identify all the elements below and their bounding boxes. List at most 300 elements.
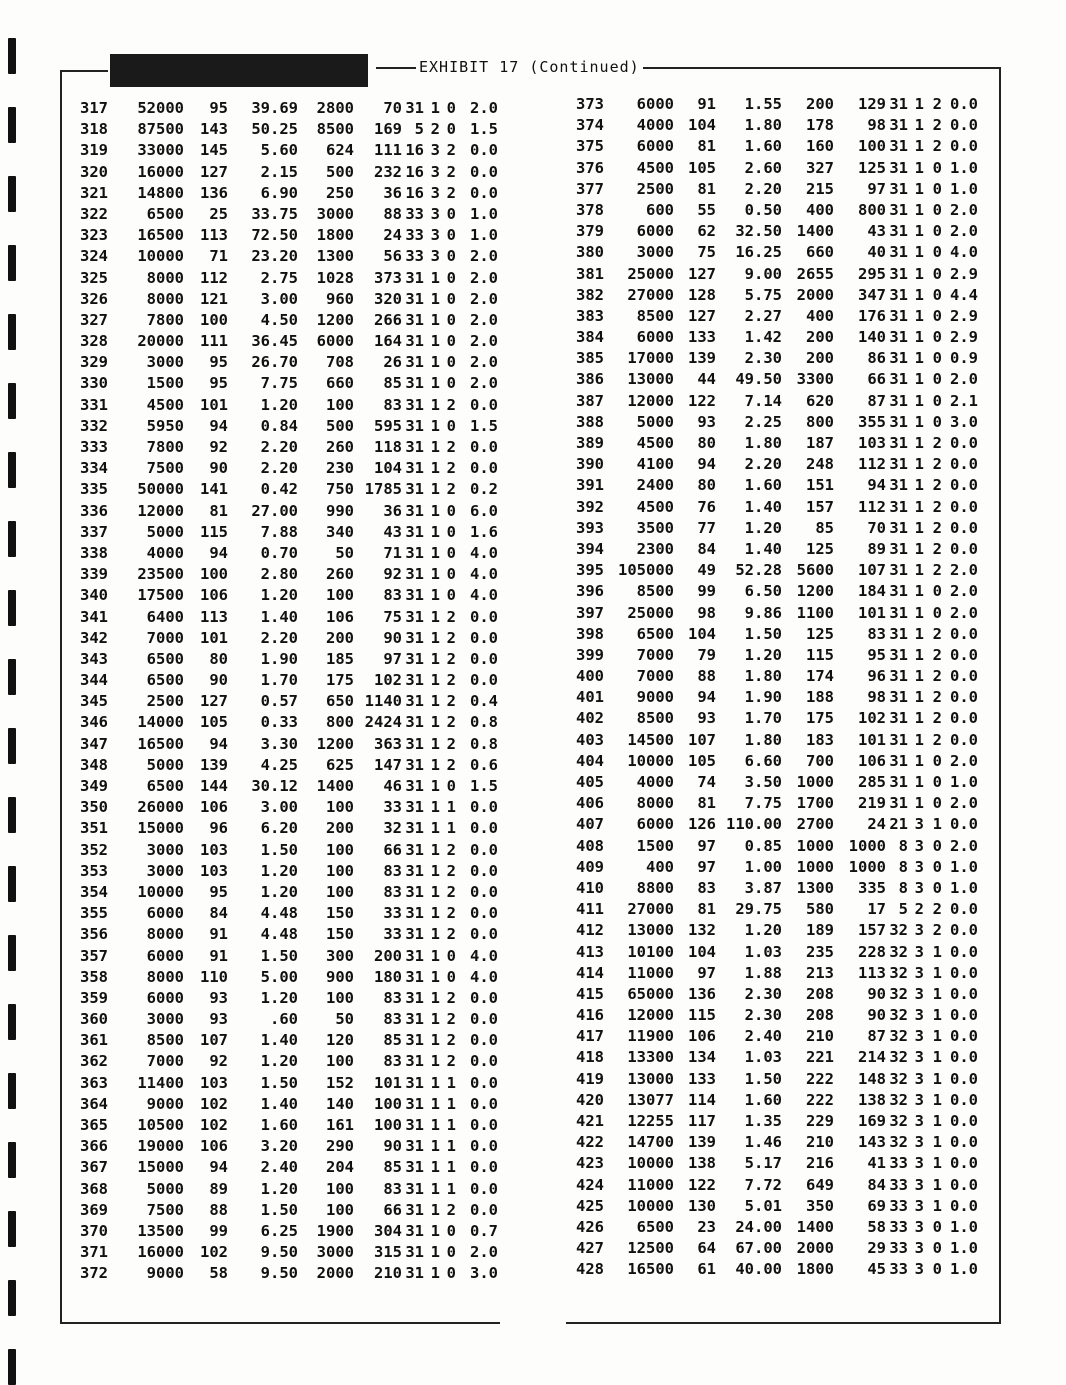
table-cell: 0.0 xyxy=(950,1069,978,1088)
table-cell: 649 xyxy=(806,1175,834,1194)
table-cell: 1.50 xyxy=(744,1069,782,1088)
table-cell: 117 xyxy=(688,1112,716,1130)
table-cell: 2 xyxy=(446,840,456,859)
table-cell: 31 xyxy=(405,1243,424,1262)
table-cell: 327 xyxy=(80,310,108,329)
table-cell: 0.0 xyxy=(470,1094,498,1113)
table-cell: 229 xyxy=(806,1112,834,1130)
table-cell: 105 xyxy=(200,713,228,732)
table-cell: 2 xyxy=(446,480,456,499)
table-cell: 24 xyxy=(867,815,886,834)
table-cell: 6000 xyxy=(636,137,674,156)
table-cell: 31 xyxy=(405,332,424,351)
table-cell: 0 xyxy=(446,1264,456,1283)
table-cell: 0.8 xyxy=(470,713,498,732)
table-cell: 31 xyxy=(405,1116,424,1134)
table-cell: 24 xyxy=(383,226,402,245)
table-cell: 348 xyxy=(80,755,108,774)
table-cell: 2 xyxy=(932,95,942,113)
table-cell: 1 xyxy=(430,713,440,732)
table-cell: 1 xyxy=(914,603,924,622)
table-cell: 95 xyxy=(209,882,228,901)
table-cell: 7.75 xyxy=(260,374,298,393)
table-cell: 81 xyxy=(209,501,228,520)
table-cell: 1 xyxy=(430,99,440,117)
table-cell: 0 xyxy=(446,1221,456,1240)
table-row xyxy=(66,310,498,331)
table-cell: 61 xyxy=(697,1260,716,1279)
table-cell: 8500 xyxy=(316,120,354,139)
table-cell: 66 xyxy=(383,840,402,859)
table-cell: 9000 xyxy=(636,688,674,707)
table-cell: 6000 xyxy=(636,328,674,347)
table-row xyxy=(66,861,498,882)
table-cell: 31 xyxy=(405,501,424,520)
table-cell: 0.0 xyxy=(950,1154,978,1173)
table-cell: 100 xyxy=(200,565,228,584)
table-cell: 6000 xyxy=(146,904,184,923)
table-cell: 8000 xyxy=(146,268,184,287)
table-cell: 1 xyxy=(446,1137,456,1156)
table-cell: 414 xyxy=(576,963,604,982)
table-cell: .60 xyxy=(270,1010,298,1029)
table-cell: 2 xyxy=(446,734,456,753)
table-cell: 210 xyxy=(806,1133,834,1152)
table-cell: 12500 xyxy=(627,1239,674,1258)
table-cell: 7800 xyxy=(146,438,184,456)
table-cell: 1.20 xyxy=(260,1052,298,1071)
table-row xyxy=(556,1047,1000,1068)
table-cell: 373 xyxy=(374,268,402,287)
table-cell: 7.14 xyxy=(744,391,782,410)
table-cell: 2 xyxy=(932,137,942,156)
table-row xyxy=(66,352,498,373)
table-cell: 660 xyxy=(806,243,834,262)
table-cell: 94 xyxy=(209,543,228,562)
table-cell: 2.20 xyxy=(260,459,298,478)
table-cell: 140 xyxy=(326,1094,354,1113)
table-cell: 32 xyxy=(889,1006,908,1025)
table-cell: 0 xyxy=(932,200,942,219)
table-cell: 0 xyxy=(932,349,942,368)
table-cell: 0 xyxy=(446,289,456,308)
table-cell: 360 xyxy=(80,1010,108,1029)
table-cell: 2.0 xyxy=(470,1243,498,1262)
table-cell: 1.0 xyxy=(950,179,978,198)
table-row xyxy=(66,691,498,712)
table-cell: 25000 xyxy=(627,603,674,622)
frame-bottom-right-rule xyxy=(566,1322,1001,1324)
table-cell: 4.48 xyxy=(260,904,298,923)
table-cell: 4500 xyxy=(636,434,674,452)
table-cell: 3.87 xyxy=(744,878,782,897)
table-cell: 100 xyxy=(326,395,354,414)
table-cell: 2.20 xyxy=(260,628,298,647)
table-cell: 361 xyxy=(80,1031,108,1050)
table-cell: 2 xyxy=(446,988,456,1007)
table-cell: 174 xyxy=(806,667,834,686)
table-cell: 580 xyxy=(806,900,834,919)
table-cell: 86 xyxy=(867,349,886,368)
table-row xyxy=(556,624,1000,645)
table-cell: 31 xyxy=(405,713,424,732)
table-cell: 4.50 xyxy=(260,310,298,329)
table-row xyxy=(66,1157,498,1178)
table-cell: 44 xyxy=(697,370,716,389)
table-cell: 347 xyxy=(80,734,108,753)
table-cell: 1000 xyxy=(796,857,834,876)
table-row xyxy=(556,920,1000,941)
table-cell: 31 xyxy=(405,777,424,795)
table-cell: 33 xyxy=(405,247,424,266)
table-cell: 16000 xyxy=(137,162,184,181)
table-cell: 96 xyxy=(209,819,228,838)
table-cell: 1 xyxy=(914,137,924,156)
table-cell: 1.20 xyxy=(260,882,298,901)
table-cell: 0.0 xyxy=(470,1158,498,1177)
table-cell: 4.48 xyxy=(260,925,298,944)
table-cell: 150 xyxy=(326,904,354,923)
table-row xyxy=(556,1259,1000,1280)
table-cell: 0.0 xyxy=(950,688,978,707)
table-row xyxy=(66,903,498,924)
table-cell: 0.0 xyxy=(470,671,498,690)
table-cell: 1 xyxy=(430,1158,440,1177)
table-cell: 349 xyxy=(80,777,108,795)
table-cell: 0 xyxy=(446,777,456,795)
table-cell: 1200 xyxy=(316,310,354,329)
table-cell: 3300 xyxy=(796,370,834,389)
table-cell: 84 xyxy=(867,1175,886,1194)
table-cell: 1 xyxy=(430,1116,440,1134)
table-cell: 1 xyxy=(430,480,440,499)
table-cell: 1.6 xyxy=(470,522,498,541)
table-cell: 1 xyxy=(932,942,942,961)
table-cell: 67.00 xyxy=(735,1239,782,1258)
table-row xyxy=(556,1132,1000,1153)
table-cell: 36 xyxy=(383,501,402,520)
table-cell: 121 xyxy=(200,289,228,308)
table-cell: 2 xyxy=(932,900,942,919)
table-cell: 88 xyxy=(697,667,716,686)
table-cell: 1 xyxy=(914,370,924,389)
table-cell: 346 xyxy=(80,713,108,732)
table-cell: 3 xyxy=(914,1154,924,1173)
table-cell: 1 xyxy=(430,586,440,605)
table-cell: 200 xyxy=(326,819,354,838)
table-cell: 2.0 xyxy=(950,200,978,219)
table-cell: 31 xyxy=(889,370,908,389)
table-cell: 404 xyxy=(576,751,604,770)
table-cell: 2 xyxy=(446,649,456,668)
table-cell: 1.40 xyxy=(744,497,782,516)
table-cell: 139 xyxy=(688,349,716,368)
table-cell: 115 xyxy=(200,522,228,541)
table-cell: 1 xyxy=(914,116,924,135)
table-cell: 105 xyxy=(688,751,716,770)
table-cell: 2 xyxy=(932,497,942,516)
table-cell: 90 xyxy=(867,984,886,1003)
table-cell: 97 xyxy=(383,649,402,668)
table-cell: 31 xyxy=(405,671,424,690)
table-cell: 0.0 xyxy=(950,116,978,135)
table-cell: 0.0 xyxy=(950,730,978,749)
table-cell: 6400 xyxy=(146,607,184,626)
table-cell: 100 xyxy=(858,137,886,156)
table-cell: 2.0 xyxy=(950,836,978,855)
table-cell: 10000 xyxy=(627,1154,674,1173)
table-cell: 141 xyxy=(200,480,228,499)
table-cell: 3 xyxy=(914,963,924,982)
table-cell: 208 xyxy=(806,984,834,1003)
table-cell: 2.25 xyxy=(744,412,782,431)
table-cell: 27.00 xyxy=(251,501,298,520)
table-cell: 126 xyxy=(688,815,716,834)
table-cell: 232 xyxy=(374,162,402,181)
table-cell: 2000 xyxy=(796,1239,834,1258)
table-cell: 3 xyxy=(430,141,440,160)
table-cell: 3.0 xyxy=(470,1264,498,1283)
table-cell: 2.0 xyxy=(950,582,978,601)
table-cell: 32 xyxy=(383,819,402,838)
table-cell: 1 xyxy=(430,374,440,393)
table-cell: 122 xyxy=(688,1175,716,1194)
table-cell: 138 xyxy=(688,1154,716,1173)
table-cell: 200 xyxy=(806,328,834,347)
table-cell: 12000 xyxy=(627,1006,674,1025)
table-cell: 33000 xyxy=(137,141,184,160)
table-cell: 13000 xyxy=(627,921,674,940)
table-cell: 1.0 xyxy=(950,158,978,177)
table-cell: 92 xyxy=(383,565,402,584)
table-cell: 88 xyxy=(383,204,402,223)
table-cell: 31 xyxy=(889,773,908,791)
table-cell: 391 xyxy=(576,476,604,495)
binder-hole-mark xyxy=(8,314,16,350)
table-cell: 3000 xyxy=(146,840,184,859)
table-cell: 1 xyxy=(914,200,924,219)
table-cell: 0.0 xyxy=(470,988,498,1007)
table-cell: 9.50 xyxy=(260,1243,298,1262)
table-cell: 113 xyxy=(200,607,228,626)
table-cell: 0 xyxy=(446,268,456,287)
table-cell: 1 xyxy=(430,904,440,923)
table-cell: 2500 xyxy=(146,692,184,711)
table-cell: 3 xyxy=(430,162,440,181)
table-cell: 4100 xyxy=(636,455,674,474)
table-cell: 1 xyxy=(430,755,440,774)
table-cell: 0 xyxy=(932,222,942,241)
table-cell: 385 xyxy=(576,349,604,368)
table-cell: 31 xyxy=(889,328,908,347)
table-cell: 9000 xyxy=(146,1264,184,1283)
table-cell: 323 xyxy=(80,226,108,245)
table-cell: 400 xyxy=(646,857,674,876)
table-cell: 0 xyxy=(446,946,456,965)
table-cell: 143 xyxy=(200,120,228,139)
table-cell: 49 xyxy=(697,561,716,580)
table-cell: 106 xyxy=(200,586,228,605)
table-cell: 0.0 xyxy=(470,819,498,838)
table-cell: 100 xyxy=(326,1200,354,1219)
table-cell: 0.0 xyxy=(950,667,978,686)
table-cell: 180 xyxy=(374,967,402,986)
table-cell: 406 xyxy=(576,794,604,813)
table-cell: 1300 xyxy=(796,878,834,897)
table-cell: 0.0 xyxy=(950,645,978,664)
table-cell: 31 xyxy=(405,755,424,774)
table-cell: 425 xyxy=(576,1196,604,1215)
table-cell: 364 xyxy=(80,1094,108,1113)
table-cell: 750 xyxy=(326,480,354,499)
table-cell: 161 xyxy=(326,1116,354,1134)
table-cell: 1 xyxy=(430,1010,440,1029)
table-row xyxy=(66,1136,498,1157)
table-cell: 14700 xyxy=(627,1133,674,1152)
table-cell: 1 xyxy=(430,1094,440,1113)
table-cell: 10000 xyxy=(137,247,184,266)
table-cell: 2 xyxy=(914,900,924,919)
table-cell: 0.0 xyxy=(470,395,498,414)
table-cell: 83 xyxy=(383,1179,402,1198)
table-cell: 65000 xyxy=(627,984,674,1003)
table-cell: 0.4 xyxy=(470,692,498,711)
table-cell: 5000 xyxy=(146,755,184,774)
table-row xyxy=(556,1196,1000,1217)
table-cell: 3 xyxy=(914,1027,924,1046)
table-cell: 56 xyxy=(383,247,402,266)
table-row xyxy=(556,306,1000,327)
table-cell: 213 xyxy=(806,963,834,982)
table-cell: 0.33 xyxy=(260,713,298,732)
table-cell: 210 xyxy=(374,1264,402,1283)
table-cell: 101 xyxy=(200,628,228,647)
binder-hole-mark xyxy=(8,866,16,902)
table-row xyxy=(66,1051,498,1072)
table-cell: 4000 xyxy=(146,543,184,562)
table-cell: 7500 xyxy=(146,1200,184,1219)
table-cell: 900 xyxy=(326,967,354,986)
table-cell: 0.0 xyxy=(950,434,978,452)
table-row xyxy=(66,204,498,225)
table-row xyxy=(66,458,498,479)
table-cell: 371 xyxy=(80,1243,108,1262)
table-cell: 31 xyxy=(889,264,908,283)
table-cell: 118 xyxy=(374,438,402,456)
table-cell: 0 xyxy=(446,99,456,117)
table-row xyxy=(66,522,498,543)
table-cell: 1 xyxy=(430,459,440,478)
binder-hole-mark xyxy=(8,38,16,74)
table-cell: 132 xyxy=(688,921,716,940)
table-cell: 31 xyxy=(405,459,424,478)
table-cell: 33 xyxy=(889,1175,908,1194)
table-cell: 87500 xyxy=(137,120,184,139)
table-cell: 31 xyxy=(405,1010,424,1029)
table-cell: 91 xyxy=(209,946,228,965)
table-cell: 50000 xyxy=(137,480,184,499)
table-cell: 1 xyxy=(914,328,924,347)
table-cell: 104 xyxy=(688,942,716,961)
table-cell: 83 xyxy=(383,586,402,605)
table-cell: 415 xyxy=(576,984,604,1003)
table-row xyxy=(556,708,1000,729)
table-cell: 0 xyxy=(446,1243,456,1262)
table-cell: 85 xyxy=(383,1158,402,1177)
table-cell: 0.0 xyxy=(950,1048,978,1067)
table-cell: 31 xyxy=(405,374,424,393)
table-cell: 384 xyxy=(576,328,604,347)
table-cell: 266 xyxy=(374,310,402,329)
table-cell: 2.0 xyxy=(950,603,978,622)
table-cell: 333 xyxy=(80,438,108,456)
table-cell: 2.9 xyxy=(950,328,978,347)
binder-hole-mark xyxy=(8,107,16,143)
table-row xyxy=(556,645,1000,666)
table-cell: 129 xyxy=(858,95,886,113)
table-cell: 90 xyxy=(383,628,402,647)
table-cell: 85 xyxy=(815,518,834,537)
table-cell: 15000 xyxy=(137,1158,184,1177)
table-row xyxy=(66,1263,498,1284)
table-cell: 29 xyxy=(867,1239,886,1258)
table-cell: 95 xyxy=(867,645,886,664)
table-cell: 1.80 xyxy=(744,730,782,749)
table-cell: 0 xyxy=(932,1239,942,1258)
table-cell: 650 xyxy=(326,692,354,711)
table-cell: 4500 xyxy=(636,497,674,516)
table-cell: 1 xyxy=(914,306,924,325)
table-cell: 133 xyxy=(688,1069,716,1088)
table-cell: 2.27 xyxy=(744,306,782,325)
table-cell: 378 xyxy=(576,200,604,219)
table-row xyxy=(556,878,1000,899)
table-cell: 624 xyxy=(326,141,354,160)
table-cell: 31 xyxy=(405,607,424,626)
table-cell: 411 xyxy=(576,900,604,919)
table-row xyxy=(66,183,498,204)
table-cell: 1.5 xyxy=(470,120,498,139)
table-cell: 2500 xyxy=(636,179,674,198)
table-row xyxy=(66,712,498,733)
table-cell: 3 xyxy=(430,226,440,245)
table-cell: 200 xyxy=(374,946,402,965)
table-cell: 0.0 xyxy=(950,1133,978,1152)
table-row xyxy=(556,836,1000,857)
table-cell: 139 xyxy=(688,1133,716,1152)
table-cell: 335 xyxy=(858,878,886,897)
binder-hole-mark xyxy=(8,1073,16,1109)
table-cell: 1.70 xyxy=(260,671,298,690)
table-cell: 342 xyxy=(80,628,108,647)
table-cell: 2400 xyxy=(636,476,674,495)
table-cell: 122 xyxy=(688,391,716,410)
table-cell: 31 xyxy=(405,1264,424,1283)
table-cell: 8500 xyxy=(636,306,674,325)
table-cell: 31 xyxy=(405,438,424,456)
table-cell: 157 xyxy=(806,497,834,516)
binder-hole-mark xyxy=(8,383,16,419)
table-cell: 1.0 xyxy=(470,204,498,223)
table-cell: 125 xyxy=(858,158,886,177)
table-cell: 6500 xyxy=(146,777,184,795)
table-cell: 0 xyxy=(932,264,942,283)
table-row xyxy=(66,437,498,458)
table-cell: 0 xyxy=(932,370,942,389)
table-cell: 365 xyxy=(80,1116,108,1134)
table-cell: 31 xyxy=(405,353,424,372)
table-cell: 0.7 xyxy=(470,1221,498,1240)
